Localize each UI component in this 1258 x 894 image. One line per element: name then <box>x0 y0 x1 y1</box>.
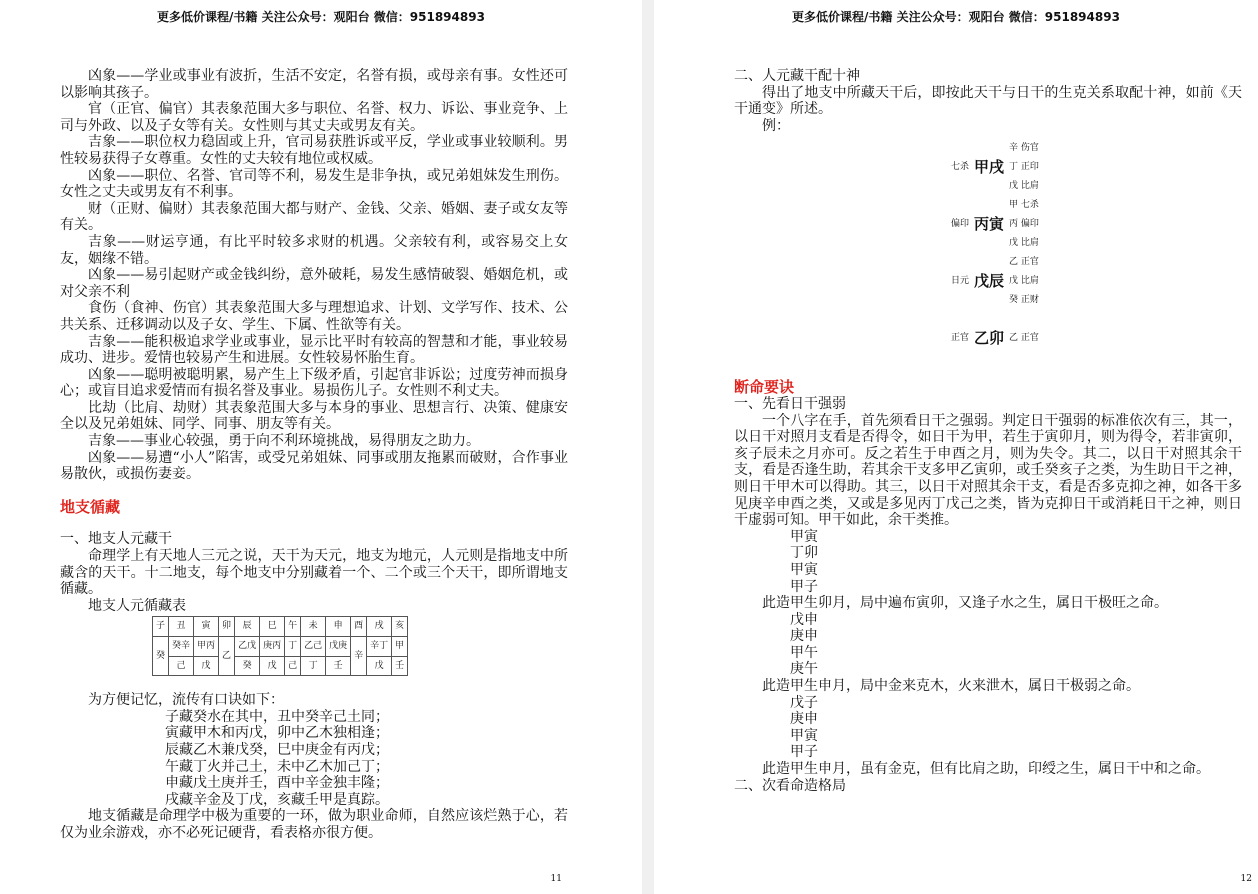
paragraph: 戊申 <box>790 611 818 628</box>
paragraph: 戊子 <box>790 694 818 711</box>
table-cell: 戌 <box>367 617 392 637</box>
pillar-row <box>734 195 1242 214</box>
paragraph: 凶象——聪明被聪明累，易产生上下级矛盾，引起官非诉讼；过度劳神而损身心；或盲目追求爱情而有损名誉及事业。易损伤儿子。女性则不利丈夫。 <box>60 366 568 400</box>
paragraph: 子藏癸水在其中，丑中癸辛己土同； <box>165 708 389 725</box>
bazi-example <box>734 138 1242 347</box>
paragraph: 凶象——易遭“小人”陷害，或受兄弟姐妹、同事或朋友拖累而破财，合作事业易散伙，或损伤妻妾。 <box>60 449 568 483</box>
section-title-dizhi: 地支循藏 <box>60 497 121 516</box>
paragraph: 丁卯 <box>790 545 818 562</box>
paragraph: 吉象——职位权力稳固或上升，官司易获胜诉或平反，学业或事业较顺利。男性较易获得子女尊重。女性的丈夫较有地位或权威。 <box>60 134 568 167</box>
paragraph: 午藏丁火并己土，未中乙木加己丁； <box>165 758 389 775</box>
paragraph: 得出了地支中所藏天干后，即按此天干与日干的生克关系取配十神，如前《天干通变》所述。 <box>734 84 1242 118</box>
table-cell: 申 <box>326 617 351 637</box>
pillar-row <box>734 271 1242 290</box>
table-cell: 亥 <box>392 617 408 637</box>
page-header: 更多低价课程/书籍 关注公众号：观阳台 微信：951894893 <box>792 10 1120 24</box>
paragraph: 吉象——能积极追求学业或事业，显示比平时有较高的智慧和才能，事业较易成功、进步。爱情也较易产生和进展。女性较易怀胎生育。 <box>60 333 568 367</box>
hidden-stem: 戊 比肩 <box>1009 237 1039 248</box>
table-cell: 辰 <box>235 617 260 637</box>
paragraph: 庚申 <box>790 711 818 728</box>
hidden-stem: 癸 正财 <box>1009 294 1039 305</box>
hidden-stem: 辛 伤官 <box>1009 142 1039 153</box>
left-paragraphs-1 <box>60 68 568 483</box>
right-page-body <box>734 68 1242 794</box>
pillar-row <box>734 309 1242 328</box>
table-cell: 丁 <box>285 637 301 657</box>
paragraph: 此造甲生申月，虽有金克，但有比肩之助，印绶之生，属日干中和之命。 <box>762 761 1210 778</box>
paragraph: 凶象——职位、名誉、官司等不利，易发生是非争执，或兄弟姐妹发生刑伤。女性之丈夫或男友有不利事。 <box>60 167 568 201</box>
paragraph: 官（正官、偏官）其表象范围大多与职位、名誉、权力、诉讼、事业竞争、上司与外政、以及子女等有关。女性则与其丈夫或男友有关。 <box>60 101 568 134</box>
paragraph: 食伤（食神、伤官）其表象范围大多与理想追求、计划、文学写作、技术、公共关系、迁移调动以及子女、学生、下属、性欲等有关。 <box>60 300 568 333</box>
paragraph: 此造甲生申月，局中金来克木，火来泄木，属日干极弱之命。 <box>762 678 1140 695</box>
paragraph: 寅藏甲木和丙戊，卯中乙木独相逢； <box>165 725 389 742</box>
paragraph: 为方便记忆，流传有口诀如下： <box>88 692 284 709</box>
hidden-stem: 乙 正官 <box>1009 256 1039 267</box>
table-cell: 甲丙 <box>194 637 219 657</box>
table-cell: 己 <box>169 656 194 676</box>
paragraph: 甲午 <box>790 644 818 661</box>
pillar-row <box>734 328 1242 347</box>
table-cell: 癸辛 <box>169 637 194 657</box>
pillar-row <box>734 252 1242 271</box>
left-page-body <box>60 68 568 842</box>
paragraph: 比劫（比肩、劫财）其表象范围大多与本身的事业、思想言行、决策、健康安全以及兄弟姐妹、同学、同事、朋友等有关。 <box>60 399 568 433</box>
paragraph: 凶象——学业或事业有波折，生活不安定，名誉有损，或母亲有事。女性还可以影响其孩子。 <box>60 68 568 101</box>
paragraph: 庚午 <box>790 661 818 678</box>
paragraph: 甲寅 <box>790 528 818 545</box>
paragraph: 吉象——财运亨通，有比平时较多求财的机遇。父亲较有利，或容易交上女友，姻缘不错。 <box>60 233 568 267</box>
pillar-row <box>734 233 1242 252</box>
table-cell: 未 <box>301 617 326 637</box>
subheading-renyuan: 一、地支人元藏干 <box>60 531 172 548</box>
table-cell: 酉 <box>351 617 367 637</box>
table-cell: 戊 <box>194 656 219 676</box>
paragraph: 辰藏乙木兼戊癸，巳中庚金有丙戊； <box>165 741 389 758</box>
hidden-stem: 戊 比肩 <box>1009 275 1039 286</box>
left-paragraphs-3 <box>60 692 568 841</box>
hidden-stem: 丙 偏印 <box>1009 218 1039 229</box>
table-cell: 癸 <box>153 637 169 676</box>
table-cell: 寅 <box>194 617 219 637</box>
table-cell: 庚丙 <box>260 637 285 657</box>
paragraph: 戌藏辛金及丁戊，亥藏壬甲是真踪。 <box>165 791 389 808</box>
table-cell: 卯 <box>219 617 235 637</box>
table-cell: 丑 <box>169 617 194 637</box>
paragraph: 此造甲生卯月，局中遍布寅卯，又逢子水之生，属日干极旺之命。 <box>762 595 1168 612</box>
table-cell: 戊 <box>260 656 285 676</box>
paragraph: 一个八字在手，首先须看日干之强弱。判定日干强弱的标准依次有三，其一，以日干对照月支看是否得令，如日干为甲，若生于寅卯月，则为得令，若非寅卯，亥子辰未之月亦可。反之若生于申酉之月，则为失令。其二，以日干对照其余干支，看是否逢生助，若其余干支多甲乙寅卯，或壬癸亥子之类，为生助日干之神，则日干甲木可以得助。其三，以日干对照其余干支，看是否多克抑之神，如各干多见庚辛申酉之类，又或是多见丙丁戊己之类，皆为克抑日干或消耗日干之神，则日干虚弱可知。甲干如此，余干类推。 <box>734 412 1242 529</box>
page-header: 更多低价课程/书籍 关注公众号：观阳台 微信：951894893 <box>157 10 485 24</box>
shishen-label: 正官 <box>950 332 969 343</box>
zanggan-table <box>152 616 408 676</box>
ganzhi: 丙寅 <box>973 214 1004 233</box>
left-paragraphs-2 <box>60 548 568 614</box>
shishen-label: 日元 <box>950 275 969 286</box>
paragraph: 财（正财、偏财）其表象范围大都与财产、金钱、父亲、婚姻、妻子或女友等有关。 <box>60 200 568 234</box>
ganzhi: 戊辰 <box>973 271 1004 290</box>
paragraph: 甲寅 <box>790 727 818 744</box>
paragraph: 地支人元循藏表 <box>88 597 186 614</box>
table-cell: 癸 <box>235 656 260 676</box>
table-cell: 乙 <box>219 637 235 676</box>
paragraph: 例： <box>762 117 790 134</box>
table-cell: 乙己 <box>301 637 326 657</box>
hidden-stem: 甲 七杀 <box>1009 199 1039 210</box>
table-cell: 壬 <box>392 656 408 676</box>
hidden-stem: 戊 比肩 <box>1009 180 1039 191</box>
paragraph: 庚申 <box>790 628 818 645</box>
paragraph: 地支循藏是命理学中极为重要的一环，做为职业命师，自然应该烂熟于心，若仅为业余游戏，亦不必死记硬背，看表格亦很方便。 <box>60 808 568 841</box>
table-cell: 甲 <box>392 637 408 657</box>
ganzhi: 甲戌 <box>973 157 1004 176</box>
paragraph: 凶象——易引起财产或金钱纠纷，意外破耗，易发生感情破裂、婚姻危机，或对父亲不利 <box>60 267 568 300</box>
subheading-geju: 二、次看命造格局 <box>734 777 846 794</box>
section-title-duanming: 断命要诀 <box>734 378 795 397</box>
right-paragraphs-2 <box>734 413 1242 778</box>
shishen-label: 偏印 <box>950 218 969 229</box>
page-number: 12 <box>1240 874 1252 884</box>
hidden-stem: 乙 正官 <box>1009 332 1039 343</box>
table-cell: 乙戊 <box>235 637 260 657</box>
table-cell: 壬 <box>326 656 351 676</box>
table-cell: 辛丁 <box>367 637 392 657</box>
table-cell: 子 <box>153 617 169 637</box>
subheading-rigan: 一、先看日干强弱 <box>734 395 846 412</box>
table-cell: 戊 <box>367 656 392 676</box>
table-cell: 午 <box>285 617 301 637</box>
table-cell: 辛 <box>351 637 367 676</box>
table-cell: 丁 <box>301 656 326 676</box>
ganzhi: 乙卯 <box>973 328 1004 347</box>
pillar-row <box>734 176 1242 195</box>
right-page <box>654 0 1258 894</box>
paragraph: 吉象——事业心较强，勇于向不利环境挑战，易得朋友之助力。 <box>88 433 480 450</box>
paragraph: 甲子 <box>790 744 818 761</box>
pillar-row <box>734 214 1242 233</box>
paragraph: 甲寅 <box>790 561 818 578</box>
table-cell: 戊庚 <box>326 637 351 657</box>
pillar-row <box>734 157 1242 176</box>
paragraph: 命理学上有天地人三元之说，天干为天元，地支为地元，人元则是指地支中所藏含的天干。十二地支，每个地支中分别藏着一个、二个或三个天干，即所谓地支循藏。 <box>60 548 568 598</box>
pillar-row <box>734 138 1242 157</box>
right-paragraphs-1 <box>734 85 1242 135</box>
page-number: 11 <box>550 874 562 884</box>
table-cell: 巳 <box>260 617 285 637</box>
shishen-label: 七杀 <box>950 161 969 172</box>
subheading-shishen: 二、人元藏干配十神 <box>734 68 860 84</box>
hidden-stem: 丁 正印 <box>1009 161 1039 172</box>
pillar-row <box>734 290 1242 309</box>
paragraph: 甲子 <box>790 578 818 595</box>
table-cell: 己 <box>285 656 301 676</box>
paragraph: 申藏戊土庚并壬，酉中辛金独丰隆； <box>165 775 389 792</box>
